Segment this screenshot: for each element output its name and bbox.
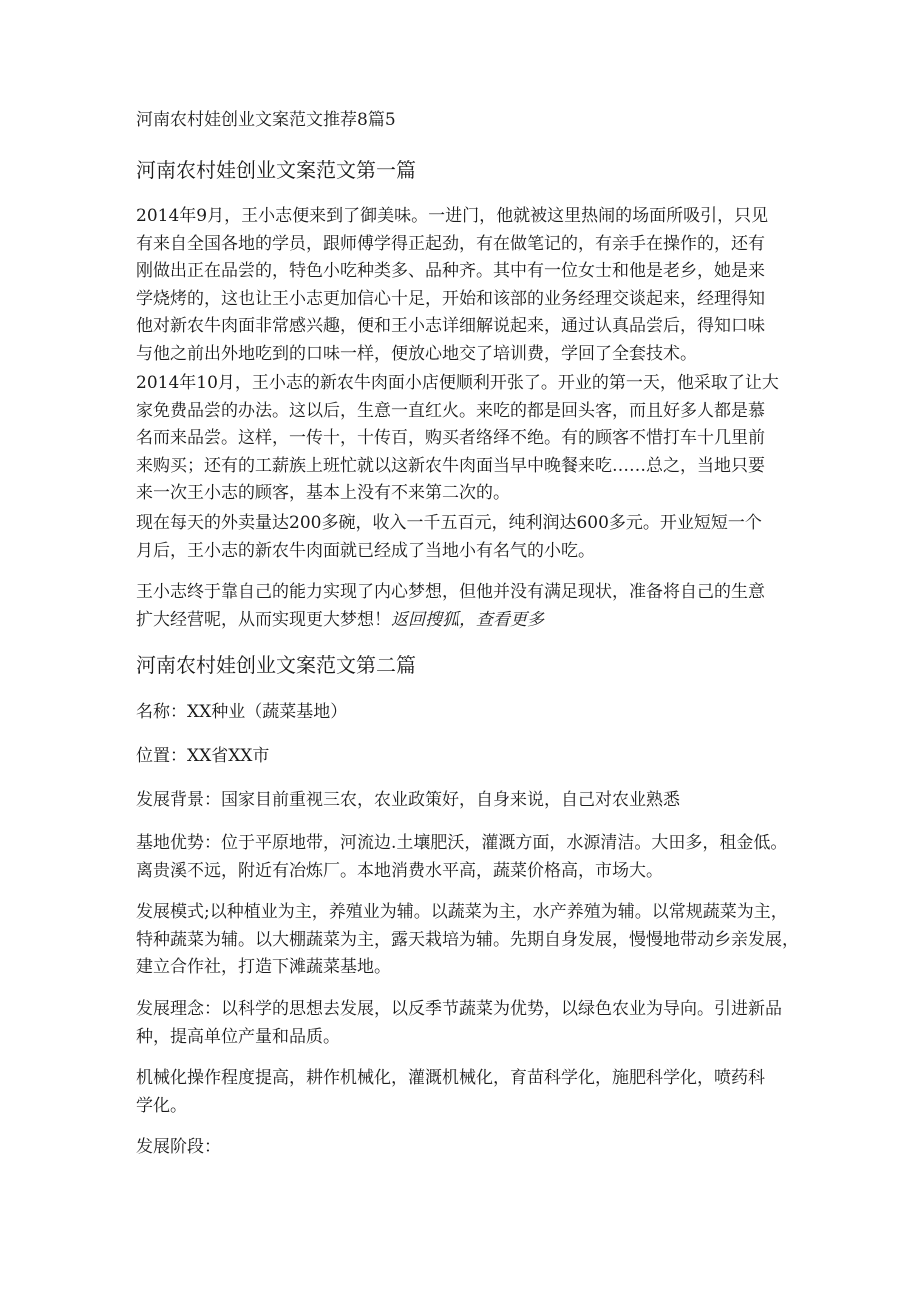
mode-paragraph [136, 899, 799, 982]
background-line: 发展背景：国家目前重视三农，农业政策好，自身来说，自己对农业熟悉 [136, 790, 680, 810]
text-line: 学烧烤的，这也让王小志更加信心十足，开始和该部的业务经理交谈起来，经理得知 [136, 288, 765, 309]
name-line: 名称：XX种业（蔬菜基地） [136, 702, 348, 722]
text-line: 他对新农牛肉面非常感兴趣，便和王小志详细解说起来，通过认真品尝后，得知口味 [136, 316, 765, 336]
text-line: 2014年10月，王小志的新农牛肉面小店便顺利开张了。开业的第一天，他采取了让大 [136, 373, 779, 393]
document-title: 河南农村娃创业文案范文推荐8篇5 [136, 110, 396, 130]
text-line: 学化。 [136, 1095, 187, 1116]
text-line: 基地优势：位于平原地带，河流边.土壤肥沃，灌溉方面，水源清洁。大田多，租金低。 [136, 833, 788, 853]
text-line: 来一次王小志的顾客，基本上没有不来第二次的。 [136, 483, 510, 503]
text-line: 现在每天的外卖量达200多碗，收入一千五百元，纯利润达600多元。开业短短一个 [136, 513, 762, 533]
return-sohu-link[interactable]: 返回搜狐，查看更多 [391, 609, 544, 630]
philosophy-paragraph [136, 996, 786, 1051]
stages-label: 发展阶段： [136, 1137, 221, 1157]
text-line: 家免费品尝的办法。这以后，生意一直红火。来吃的都是回头客，而且好多人都是慕 [136, 400, 765, 421]
text-line: 月后，王小志的新农牛肉面就已经成了当地小有名气的小吃。 [136, 540, 595, 561]
text-line: 来购买；还有的工薪族上班忙就以这新农牛肉面当早中晚餐来吃……总之，当地只要 [136, 455, 765, 476]
location-line: 位置：XX省XX市 [136, 746, 270, 766]
text-line: 刚做出正在品尝的，特色小吃种类多、品种齐。其中有一位女士和他是老乡，她是来 [136, 261, 765, 281]
text-fragment: 扩大经营呢，从而实现更大梦想！ [136, 609, 391, 630]
section-1-paragraph-4 [136, 579, 786, 634]
mechanization-paragraph [136, 1065, 786, 1120]
text-line: 机械化操作程度提高，耕作机械化，灌溉机械化，育苗科学化，施肥科学化，喷药科 [136, 1068, 765, 1088]
section-2-heading: 河南农村娃创业文案范文第二篇 [136, 653, 416, 677]
text-line: 与他之前出外地吃到的口味一样，便放心地交了培训费，学回了全套技术。 [136, 343, 697, 364]
text-line: 名而来品尝。这样，一传十，十传百，购买者络绎不绝。有的顾客不惜打车十几里前 [136, 428, 765, 448]
section-1-heading: 河南农村娃创业文案范文第一篇 [136, 158, 416, 182]
text-line: 离贵溪不远，附近有冶炼厂。本地消费水平高，蔬菜价格高，市场大。 [136, 860, 663, 881]
text-line: 特种蔬菜为辅。以大棚蔬菜为主，露天栽培为辅。先期自身发展，慢慢地带动乡亲发展， [136, 929, 799, 950]
text-line: 2014年9月，王小志便来到了御美味。一进门，他就被这里热闹的场面所吸引，只见 [136, 206, 769, 226]
section-1-paragraph-3 [136, 510, 786, 565]
text-line: 发展模式;以种植业为主，养殖业为辅。以蔬菜为主，水产养殖为辅。以常规蔬菜为主， [136, 902, 788, 922]
text-line [136, 607, 786, 635]
section-1-paragraph-1 [136, 203, 786, 368]
advantages-paragraph [136, 830, 786, 885]
text-line: 建立合作社，打造下滩蔬菜基地。 [136, 957, 391, 977]
text-line: 有来自全国各地的学员，跟师傅学得正起劲，有在做笔记的，有亲手在操作的，还有 [136, 233, 765, 254]
section-1-paragraph-2 [136, 370, 786, 508]
text-line: 王小志终于靠自己的能力实现了内心梦想，但他并没有满足现状，准备将自己的生意 [136, 582, 765, 602]
text-line: 发展理念：以科学的思想去发展，以反季节蔬菜为优势，以绿色农业为导向。引进新品 [136, 999, 782, 1019]
text-line: 种，提高单位产量和品质。 [136, 1026, 340, 1047]
